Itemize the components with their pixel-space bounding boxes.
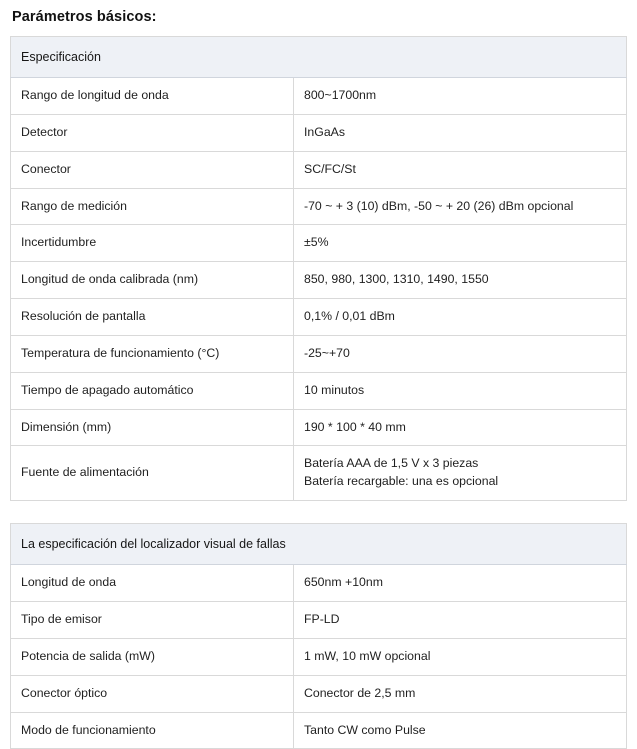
row-value: 0,1% / 0,01 dBm <box>294 299 627 336</box>
row-value: 850, 980, 1300, 1310, 1490, 1550 <box>294 262 627 299</box>
row-label: Detector <box>11 114 294 151</box>
table-row <box>11 335 627 372</box>
row-value: Conector de 2,5 mm <box>294 675 627 712</box>
vfl-table-header-label: La especificación del localizador visual de fallas <box>11 524 627 565</box>
table-row <box>11 409 627 446</box>
row-label: Incertidumbre <box>11 225 294 262</box>
table-row <box>11 114 627 151</box>
table-row <box>11 78 627 115</box>
row-value <box>294 446 627 501</box>
row-label: Rango de longitud de onda <box>11 78 294 115</box>
table-header-row <box>11 37 627 78</box>
row-label: Tipo de emisor <box>11 602 294 639</box>
row-value: FP-LD <box>294 602 627 639</box>
table-row <box>11 188 627 225</box>
row-label: Conector <box>11 151 294 188</box>
row-value: 190 * 100 * 40 mm <box>294 409 627 446</box>
page-title: Parámetros básicos: <box>12 9 157 25</box>
row-value: SC/FC/St <box>294 151 627 188</box>
row-label: Resolución de pantalla <box>11 299 294 336</box>
row-value: 800~1700nm <box>294 78 627 115</box>
row-label: Modo de funcionamiento <box>11 712 294 749</box>
basic-table-header-label: Especificación <box>11 37 627 78</box>
table-spacer <box>10 501 627 523</box>
table-row <box>11 712 627 749</box>
row-label: Dimensión (mm) <box>11 409 294 446</box>
table-row <box>11 446 627 501</box>
row-value: 10 minutos <box>294 372 627 409</box>
row-label: Longitud de onda <box>11 565 294 602</box>
table-row <box>11 565 627 602</box>
row-label: Rango de medición <box>11 188 294 225</box>
row-label: Longitud de onda calibrada (nm) <box>11 262 294 299</box>
spec-sheet-page <box>0 9 637 745</box>
row-label: Conector óptico <box>11 675 294 712</box>
table-row <box>11 372 627 409</box>
table-row <box>11 602 627 639</box>
row-value: -25~+70 <box>294 335 627 372</box>
row-label: Potencia de salida (mW) <box>11 638 294 675</box>
row-value: 1 mW, 10 mW opcional <box>294 638 627 675</box>
basic-parameters-table <box>10 36 627 501</box>
row-label: Fuente de alimentación <box>11 446 294 501</box>
row-label: Temperatura de funcionamiento (°C) <box>11 335 294 372</box>
row-value: 650nm +10nm <box>294 565 627 602</box>
row-value-line-2: Batería recargable: una es opcional <box>304 474 499 489</box>
row-label: Tiempo de apagado automático <box>11 372 294 409</box>
table-row <box>11 638 627 675</box>
vfl-specification-table <box>10 523 627 749</box>
table-row <box>11 151 627 188</box>
table-row <box>11 675 627 712</box>
table-row <box>11 262 627 299</box>
table-row <box>11 299 627 336</box>
row-value-line-1: Batería AAA de 1,5 V x 3 piezas <box>304 456 479 471</box>
row-value: -70 ~ + 3 (10) dBm, -50 ~ + 20 (26) dBm opcional <box>294 188 627 225</box>
row-value: InGaAs <box>294 114 627 151</box>
row-value: ±5% <box>294 225 627 262</box>
row-value: Tanto CW como Pulse <box>294 712 627 749</box>
table-row <box>11 225 627 262</box>
table-header-row <box>11 524 627 565</box>
